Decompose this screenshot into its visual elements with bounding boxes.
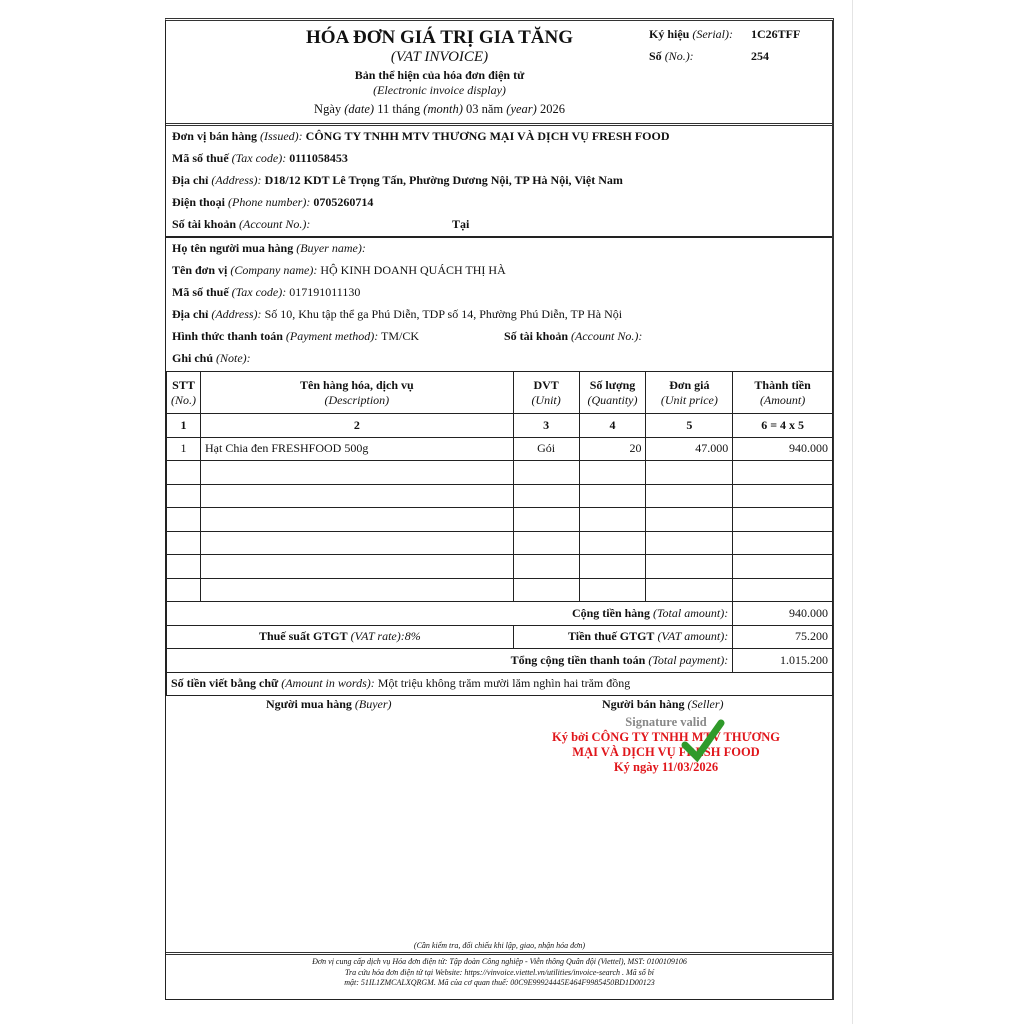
digital-signature-stamp <box>546 715 786 775</box>
payment-label: Tổng cộng tiền thanh toán (Total payment): <box>167 649 733 673</box>
row-stt: 1 <box>167 437 201 461</box>
empty-row <box>167 531 833 555</box>
col-stt: STT (No.) <box>167 372 201 414</box>
row-amount: 940.000 <box>733 437 833 461</box>
vat-value: 75.200 <box>733 625 833 649</box>
divider <box>166 236 832 238</box>
row-quantity: 20 <box>579 437 646 461</box>
col-description: Tên hàng hóa, dịch vụ (Description) <box>201 372 514 414</box>
payment-row <box>167 649 833 673</box>
col-num: 5 <box>646 414 733 438</box>
serial-value: 1C26TFF <box>751 27 801 41</box>
invoice-no: Số (No.): <box>649 49 694 63</box>
checkmark-icon <box>681 717 725 763</box>
buyer-signature-label: Người mua hàng (Buyer) <box>266 697 392 711</box>
total-value: 940.000 <box>733 602 833 626</box>
col-num: 4 <box>579 414 646 438</box>
seller-phone: Điện thoại (Phone number): 0705260714 <box>172 195 374 209</box>
empty-row <box>167 508 833 532</box>
invoice-title: HÓA ĐƠN GIÁ TRỊ GIA TĂNG <box>306 27 573 48</box>
page-margin <box>852 0 1024 1024</box>
table-header-row <box>167 372 833 414</box>
seller-address: Địa chỉ (Address): D18/12 KDT Lê Trọng Tấn, Phường Dương Nội, TP Hà Nội, Việt Nam <box>172 173 623 187</box>
invoice-no-value: 254 <box>751 49 769 63</box>
signed-by-line2: MẠI VÀ DỊCH VỤ FRESH FOOD <box>572 745 760 759</box>
invoice-title-en: (VAT INVOICE) <box>390 49 489 65</box>
signature-valid: Signature valid <box>625 715 707 729</box>
col-amount: Thành tiền (Amount) <box>733 372 833 414</box>
col-num: 6 = 4 x 5 <box>733 414 833 438</box>
seller-name: Đơn vị bán hàng (Issued): CÔNG TY TNHH MTV THƯƠNG MẠI VÀ DỊCH VỤ FRESH FOOD <box>172 129 670 143</box>
footer-secret-code: mật: 51IL1ZMCALXQRGM. Mã của cơ quan thuế: 00C9E99924445E464F9985450BD1D00123 <box>344 978 655 987</box>
invoice-subtitle-en: (Electronic invoice display) <box>373 83 506 97</box>
col-num: 2 <box>201 414 514 438</box>
row-unit: Gói <box>513 437 579 461</box>
payment-value: 1.015.200 <box>733 649 833 673</box>
row-description: Hạt Chia đen FRESHFOOD 500g <box>201 437 514 461</box>
table-row <box>167 437 833 461</box>
note: Ghi chú (Note): <box>172 351 251 365</box>
seller-signature-label: Người bán hàng (Seller) <box>602 697 724 711</box>
invoice-subtitle: Bản thể hiện của hóa đơn điện tử <box>354 68 525 82</box>
col-unit: DVT (Unit) <box>513 372 579 414</box>
vat-label: Tiền thuế GTGT (VAT amount): <box>513 625 733 649</box>
footer-lookup: Tra cứu hóa đơn điện tử tại Website: https://vinvoice.viettel.vn/utilities/invoice-search . Mã số bí <box>344 967 654 977</box>
items-table <box>166 371 833 696</box>
empty-row <box>167 484 833 508</box>
signed-by-line1: Ký bởi CÔNG TY TNHH MTV THƯƠNG <box>551 730 781 744</box>
vat-row <box>167 625 833 649</box>
serial: Ký hiệu (Serial): <box>649 27 733 41</box>
seller-tax: Mã số thuế (Tax code): 0111058453 <box>172 151 348 165</box>
row-unit-price: 47.000 <box>646 437 733 461</box>
invoice-date: Ngày (date) 11 tháng (month) 03 năm (year) 2026 <box>314 102 565 116</box>
column-number-row <box>167 414 833 438</box>
col-quantity: Số lượng (Quantity) <box>579 372 646 414</box>
words-row <box>167 672 833 696</box>
total-label: Cộng tiền hàng (Total amount): <box>167 602 733 626</box>
payment-method: Hình thức thanh toán (Payment method): TM/CK <box>172 329 420 343</box>
buyer-address: Địa chỉ (Address): Số 10, Khu tập thể ga Phú Diễn, TDP số 14, Phường Phú Diễn, TP Hà Nội <box>172 307 623 321</box>
seller-bank: Tại <box>452 217 470 231</box>
divider <box>166 952 832 955</box>
buyer-name: Họ tên người mua hàng (Buyer name): <box>172 241 366 255</box>
empty-row <box>167 461 833 485</box>
signed-date: Ký ngày 11/03/2026 <box>613 760 719 774</box>
vat-rate: Thuế suất GTGT (VAT rate):8% <box>167 625 514 649</box>
amount-in-words: Số tiền viết bằng chữ (Amount in words): Một triệu không trăm mười lăm nghìn hai trăm đồng <box>167 672 833 696</box>
total-row <box>167 602 833 626</box>
buyer-tax: Mã số thuế (Tax code): 017191011130 <box>172 285 361 299</box>
col-num: 3 <box>513 414 579 438</box>
buyer-account: Số tài khoản (Account No.): <box>504 329 643 343</box>
col-unit-price: Đơn giá (Unit price) <box>646 372 733 414</box>
col-num: 1 <box>167 414 201 438</box>
empty-row <box>167 555 833 579</box>
footer-check: (Cần kiểm tra, đối chiếu khi lập, giao, nhận hóa đơn) <box>413 941 586 950</box>
footer-provider: Đơn vị cung cấp dịch vụ Hóa đơn điện tử: Tập đoàn Công nghiệp - Viễn thông Quân đội (Viettel), MST: 0100109106 <box>312 957 687 966</box>
footer-info <box>166 957 833 989</box>
seller-account: Số tài khoản (Account No.): <box>172 217 311 231</box>
buyer-company: Tên đơn vị (Company name): HỘ KINH DOANH QUÁCH THỊ HÀ <box>172 263 506 277</box>
divider <box>166 123 832 126</box>
empty-row <box>167 578 833 602</box>
invoice-page <box>165 18 834 1000</box>
